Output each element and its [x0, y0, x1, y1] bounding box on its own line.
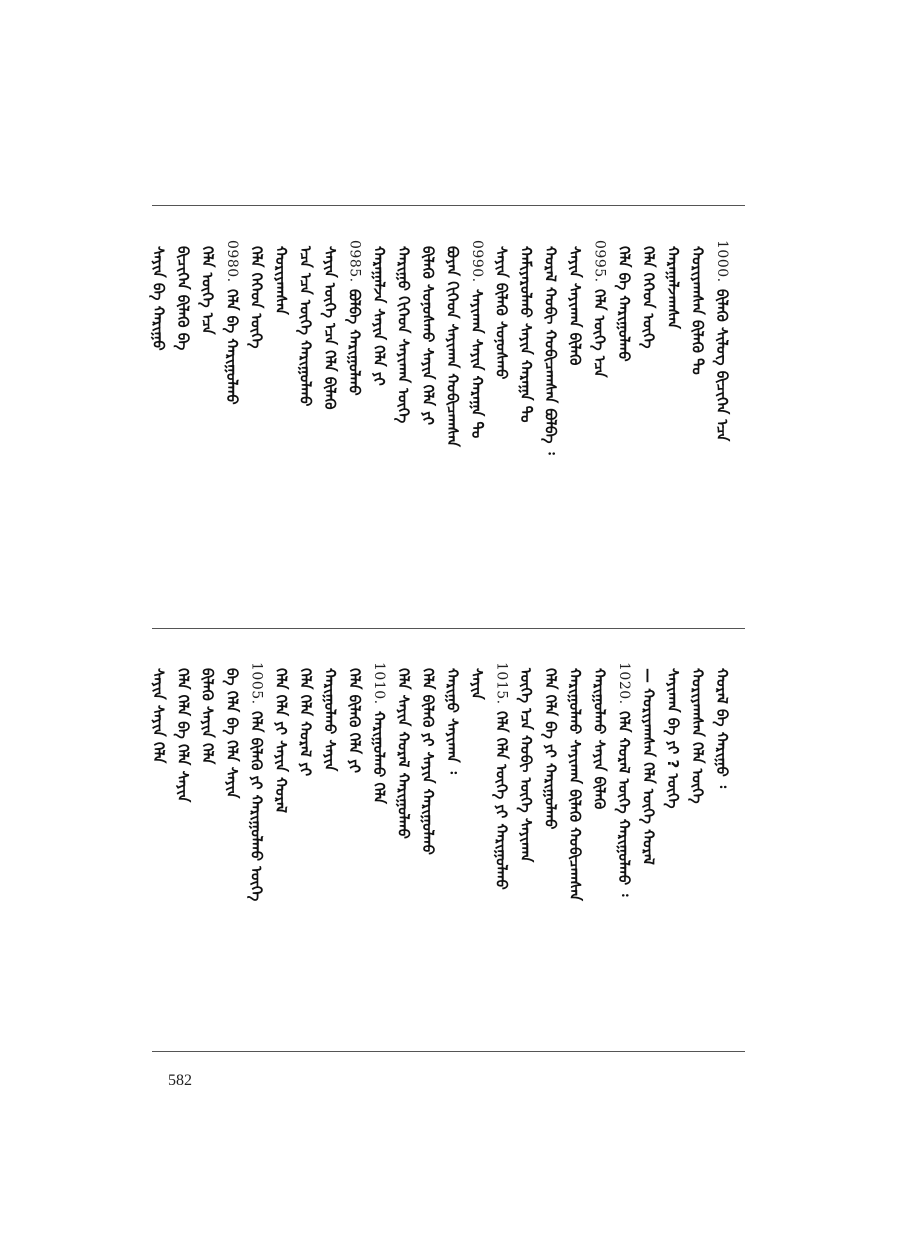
verse-line: ᠪᠤᠶᠠᠨ ᠬᠢᠭᠡᠳ ᠰᠠᠶᠢᠬᠠᠨ ᠬᠤᠪᠢᠴᠠᠭᠰᠠᠨ — [443, 246, 462, 447]
verse-line: ᠬᠠᠷᠠᠭᠠᠯᠵᠠ ᠰᠠᠶᠢᠨ ᠬᠡᠯᠡ ᠶᠢ — [370, 246, 388, 386]
verse-line: ᠰᠠᠶᠢᠨ ᠰᠠᠶᠢᠬᠠᠨ ᠪᠢᠯᠡᠭᠦ — [566, 246, 584, 366]
verse-line: ᠡᠴᠡ ᠡᠴᠡ ᠦᠭᠡ ᠬᠠᠷᠢᠭᠤᠯᠬᠤ — [296, 246, 315, 407]
verse-line: ᠬᠤᠷᠠᠯ ᠬᠤᠪᠢ ᠬᠤᠪᠢᠴᠠᠭᠰᠠᠨ ᠪᠣᠯᠪᠠ ᠄ — [541, 246, 560, 455]
verse-line: — ᠬᠤᠷᠢᠶᠠᠭᠰᠠᠨ ᠬᠡᠯᠡ ᠦᠭᠡ ᠬᠤᠷᠠᠯ — [639, 668, 658, 865]
line-number: 1015. — [493, 662, 510, 705]
verse-line: ᠰᠠᠶᠢᠬᠠᠨ ᠪᠡ ᠶᠢ ? ᠦᠭᠡ — [664, 668, 682, 809]
top-rule — [152, 205, 745, 206]
line-number: 0985. — [346, 240, 363, 283]
verse-line: ᠬᠠᠷᠢᠭᠤ ᠰᠠᠶᠢᠬᠠᠨ ᠄ — [443, 668, 462, 774]
verse-line: ᠬᠡᠯᠡ ᠬᠡᠭᠡᠳ ᠦᠭᠡ — [639, 246, 658, 349]
verse-line: ᠬᠡᠯᠡ ᠬᠤᠷᠠᠯ ᠦᠭᠡ ᠬᠠᠷᠢᠭᠤᠯᠬᠤ ᠄ — [615, 710, 633, 897]
verse-line: ᠬᠤᠷᠢᠶᠠᠭᠰᠠᠨ ᠬᠡᠯᠡ ᠦᠭᠡ — [688, 668, 707, 804]
verse-line: ᠬᠠᠷᠠᠭᠠᠯᠵᠠᠭᠰᠠᠨ — [664, 246, 682, 329]
verse-line: ᠬᠡᠯᠡ ᠬᠡᠯᠡ ᠪᠡ ᠶᠢ ᠬᠠᠷᠢᠭᠤᠯᠬᠤ — [541, 668, 560, 830]
line-number: 0980. — [224, 240, 240, 283]
verse-line: ᠬᠠᠷᠢᠭᠤᠯᠬᠤ ᠰᠠᠶᠢᠨ — [321, 668, 339, 772]
lower-panel — [149, 662, 745, 1037]
line-number: 0990. — [469, 240, 485, 283]
verse-line: ᠬᠡᠯᠡ ᠬᠡᠯᠡ ᠦᠭᠡ ᠶᠢ ᠬᠠᠷᠢᠭᠤᠯᠬᠤ — [492, 710, 511, 890]
verse-line: ᠪᠢᠯᠡᠭᠦ ᠰᠣᠨᠣᠰᠬᠤ ᠰᠠᠶᠢᠨ ᠬᠡᠯᠡ ᠶᠢ — [419, 246, 437, 426]
verse-line: ᠬᠡᠯᠡ ᠪᠢᠯᠡᠭᠦ ᠬᠡᠯᠡ ᠶᠢ — [345, 668, 364, 774]
verse-line: ᠰᠠᠶᠢᠨ ᠪᠢᠯᠡᠭᠦ ᠰᠣᠨᠣᠰᠬᠤ — [492, 246, 511, 380]
verse-line: ᠦᠭᠡ ᠡᠴᠡ ᠬᠤᠪᠢ ᠦᠭᠡ ᠰᠠᠶᠢᠬᠠᠨ — [517, 668, 535, 863]
verse-line: ᠬᠡᠯᠡ ᠦᠭᠡ ᠡᠴᠡ — [198, 246, 217, 335]
verse-line: ᠬᠠᠷᠢᠭᠤᠯᠬᠤ ᠰᠠᠶᠢᠬᠠᠨ ᠪᠢᠯᠡᠭᠦ ᠬᠤᠪᠢᠴᠠᠭᠰᠠᠨ — [566, 668, 584, 901]
verse-line: ᠰᠠᠶᠢᠨ ᠦᠭᠡ ᠡᠴᠡ ᠬᠡᠯᠡ ᠪᠢᠯᠡᠭᠦ — [321, 246, 339, 410]
verse-line: ᠬᠡᠯᠡ ᠪᠡ ᠬᠠᠷᠢᠭᠤᠯᠬᠤ — [223, 288, 241, 405]
verse-line: ᠬᠡᠯᠡ ᠬᠡᠯᠡ ᠬᠤᠷᠠᠯ ᠶᠢ — [296, 668, 315, 777]
verse-line: ᠰᠠᠶᠢᠨ ᠰᠠᠶᠢᠨ ᠬᠡᠯᠡ — [149, 668, 168, 764]
verse-line: ᠬᠤᠷᠠᠯ ᠪᠡ ᠬᠠᠷᠢᠭᠤ ᠄ — [713, 668, 731, 789]
line-number: 1020. — [616, 662, 632, 705]
verse-line: ᠪᠡ ᠬᠡᠯᠡ ᠪᠡ ᠬᠡᠯᠡ ᠰᠠᠶᠢᠨ — [223, 668, 241, 799]
verse-line: ᠬᠡᠯᠡ ᠰᠠᠶᠢᠨ ᠬᠤᠷᠠᠯ ᠬᠠᠷᠢᠭᠤᠯᠬᠤ — [394, 668, 413, 839]
verse-line: ᠬᠡᠯᠡ ᠪᠢᠯᠡᠭᠦ ᠶᠢ ᠬᠠᠷᠢᠭᠤᠯᠬᠤ ᠦᠭᠡ — [247, 710, 266, 901]
verse-line: ᠰᠠᠶᠢᠨ ᠪᠡ ᠬᠠᠷᠢᠭᠤ — [149, 246, 168, 351]
verse-column — [144, 662, 174, 1037]
verse-line: ᠬᠡᠯᠡ ᠪᠡ ᠬᠠᠷᠢᠭᠤᠯᠬᠤ — [615, 246, 633, 362]
verse-line: ᠬᠡᠯᠡ ᠬᠡᠯᠡ ᠶᠢ ᠰᠠᠶᠢᠨ ᠬᠤᠷᠠᠯ — [272, 668, 290, 814]
verse-line: ᠬᠡᠯᠡ ᠬᠡᠭᠡᠳ ᠦᠭᠡ — [247, 246, 266, 349]
verse-line: ᠪᠢᠴᠢᠭᠡᠨ ᠪᠢᠯᠡᠭᠦ ᠪᠡ — [174, 246, 192, 351]
page-number: 582 — [168, 1072, 192, 1089]
middle-rule — [152, 628, 745, 629]
verse-column — [144, 240, 174, 620]
verse-line: ᠬᠠᠮᠢᠶᠠᠷᠤᠯᠬᠤ ᠰᠠᠶᠢᠨ ᠬᠠᠷᠠᠭᠠ ᠲᠤ — [517, 246, 535, 423]
verse-line: ᠬᠠᠷᠢᠭᠤ ᠬᠢᠭᠡᠳ ᠰᠠᠶᠢᠬᠠᠨ ᠦᠭᠡ — [394, 246, 413, 424]
verse-line: ᠬᠡᠯᠡ ᠪᠢᠯᠡᠭᠦ ᠶᠢ ᠰᠠᠶᠢᠨ ᠬᠠᠷᠢᠭᠤᠯᠬᠤ — [419, 668, 437, 855]
bottom-rule — [152, 1051, 745, 1052]
verse-line: ᠬᠤᠷᠢᠶᠠᠭᠰᠠᠨ ᠪᠢᠯᠡᠭᠦ ᠲᠤ — [688, 246, 707, 375]
verse-line: ᠬᠡᠯᠡ ᠦᠭᠡ ᠡᠴᠡ — [590, 288, 609, 378]
upper-panel — [149, 240, 745, 620]
verse-line: ᠰᠠᠶᠢᠬᠠᠨ ᠰᠠᠶᠢᠨ ᠬᠠᠷᠠᠭᠠ ᠲᠤ — [468, 288, 486, 438]
verse-line: ᠬᠠᠷᠢᠭᠤᠯᠬᠤ ᠰᠠᠶᠢᠨ ᠪᠢᠯᠡᠭᠦ — [590, 668, 609, 810]
verse-line: ᠬᠡᠯᠡ ᠬᠡᠯᠡ ᠪᠡ ᠬᠡᠯᠡ ᠰᠠᠶᠢᠨ — [174, 668, 192, 803]
line-number: 0995. — [591, 240, 608, 283]
verse-line: ᠪᠢᠯᠡᠭᠦ ᠰᠠᠶᠢᠨ ᠬᠡᠯᠡ — [198, 668, 217, 765]
verse-line: ᠬᠠᠷᠢᠭᠤᠯᠬᠤ ᠬᠡᠯᠡ — [370, 710, 388, 804]
verse-line: ᠰᠠᠶᠢᠨ — [468, 668, 486, 700]
line-number: 1000. — [714, 240, 730, 283]
verse-line: ᠪᠣᠯᠪᠠ ᠬᠠᠷᠢᠭᠤᠯᠬᠤ — [345, 288, 364, 396]
verse-line: ᠬᠤᠷᠢᠶᠠᠭᠰᠠᠨ — [272, 246, 290, 315]
line-number: 1010. — [371, 662, 387, 705]
verse-line: ᠪᠢᠯᠡᠭᠦ ᠰᠢᠯᠦᠭ ᠪᠢᠴᠢᠭᠡᠨ ᠡᠴᠡ — [713, 288, 731, 441]
line-number: 1005. — [248, 662, 265, 705]
